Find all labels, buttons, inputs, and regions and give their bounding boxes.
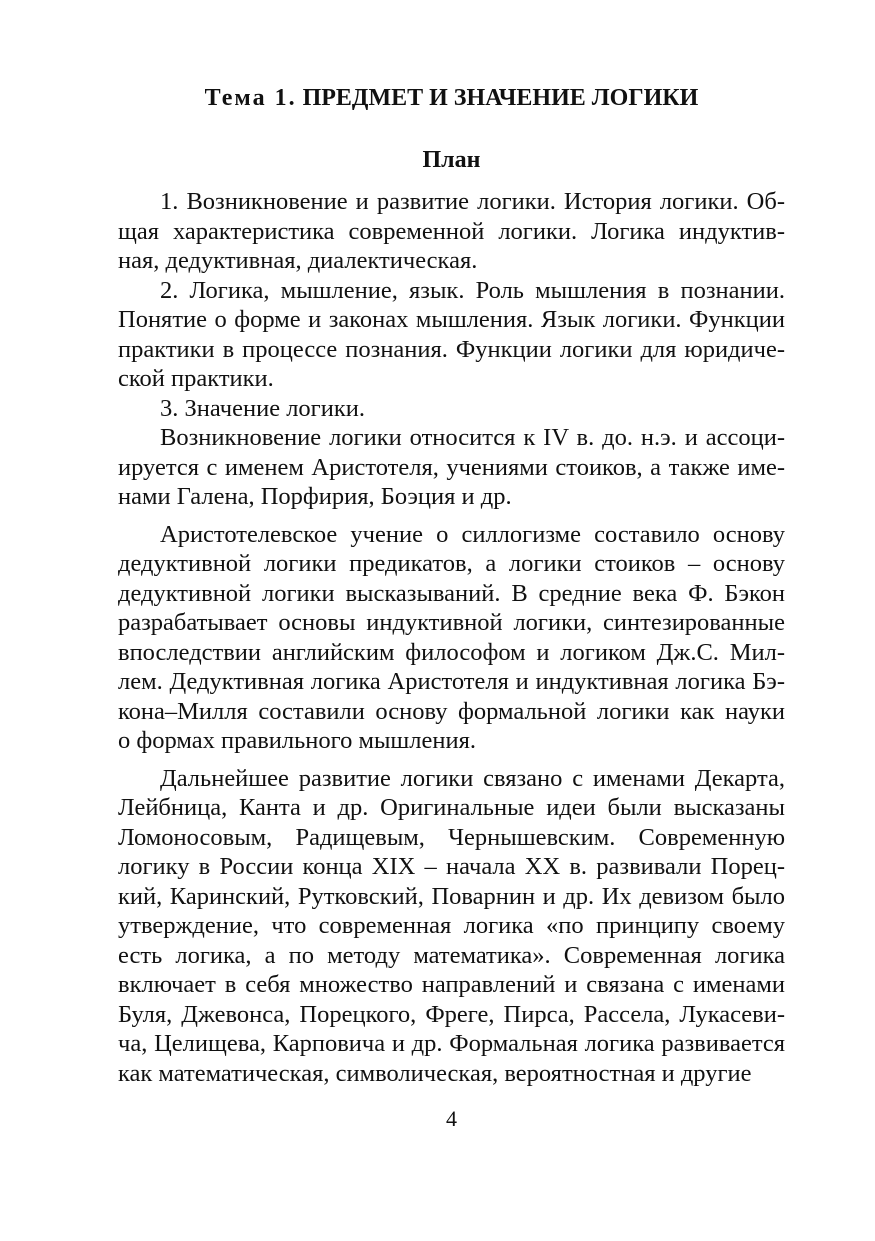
text-line: ской практики. bbox=[118, 365, 274, 392]
body-text bbox=[118, 187, 785, 1088]
text-line: 1. Возникновение и развитие логики. История логики. Об- bbox=[160, 188, 785, 215]
text-line: разрабатывает основы индуктивной логики, синтезированные bbox=[118, 609, 785, 636]
plan-heading: План bbox=[422, 147, 481, 173]
text-line: Дальнейшее развитие логики связано с именами Декарта, bbox=[160, 764, 785, 792]
text-line: включает в себя множество направлений и связана с именами bbox=[118, 971, 785, 998]
text-line: нами Галена, Порфирия, Боэция и др. bbox=[118, 483, 512, 510]
text-line: кона–Милля составили основу формальной логики как науки bbox=[118, 697, 785, 725]
text-line: впоследствии английским философом и логиком Дж.С. Мил- bbox=[118, 638, 785, 666]
title-prefix: Тема 1. bbox=[204, 85, 297, 111]
text-line: утверждение, что современная логика «по принципу своему bbox=[118, 912, 785, 939]
text-line: Ломоносовым, Радищевым, Чернышевским. Современную bbox=[118, 823, 785, 851]
text-line: дедуктивной логики высказываний. В средние века Ф. Бэкон bbox=[118, 579, 785, 607]
text-line: 3. Значение логики. bbox=[160, 394, 365, 422]
text-line: щая характеристика современной логики. Логика индуктив- bbox=[118, 217, 785, 245]
text-line: Возникновение логики относится к IV в. до. н.э. и ассоци- bbox=[160, 424, 785, 451]
text-line: Лейбница, Канта и др. Оригинальные идеи были высказаны bbox=[118, 794, 785, 821]
page-number: 4 bbox=[446, 1106, 457, 1131]
text-line: ируется с именем Аристотеля, учениями стоиков, а также име- bbox=[118, 453, 785, 481]
text-line: практики в процессе познания. Функции логики для юридиче- bbox=[118, 335, 785, 363]
text-line: о формах правильного мышления. bbox=[118, 727, 477, 754]
text-line: ча, Целищева, Карповича и др. Формальная логика развивается bbox=[118, 1030, 785, 1057]
title-text: ПРЕДМЕТ И ЗНАЧЕНИЕ ЛОГИКИ bbox=[302, 85, 699, 111]
text-line: как математическая, символическая, вероятностная и другие bbox=[118, 1059, 752, 1087]
text-line: Аристотелевское учение о силлогизме составило основу bbox=[160, 520, 785, 548]
text-line: ная, дедуктивная, диалектическая. bbox=[118, 247, 478, 274]
text-line: лем. Дедуктивная логика Аристотеля и индуктивная логика Бэ- bbox=[118, 668, 785, 695]
text-line: дедуктивной логики предикатов, а логики стоиков – основу bbox=[118, 550, 785, 577]
text-line: Буля, Джевонса, Порецкого, Фреге, Пирса, Рассела, Лукасеви- bbox=[118, 1000, 785, 1028]
text-line: есть логика, а по методу математика». Современная логика bbox=[118, 941, 785, 969]
text-line: кий, Каринский, Рутковский, Поварнин и др. Их девизом было bbox=[118, 882, 785, 910]
text-line: логику в России конца XIX – начала XX в. развивали Порец- bbox=[118, 853, 785, 880]
text-line: 2. Логика, мышление, язык. Роль мышления в познании. bbox=[160, 276, 785, 304]
text-line: Понятие о форме и законах мышления. Язык логики. Функции bbox=[118, 306, 785, 333]
page-title bbox=[118, 83, 785, 113]
